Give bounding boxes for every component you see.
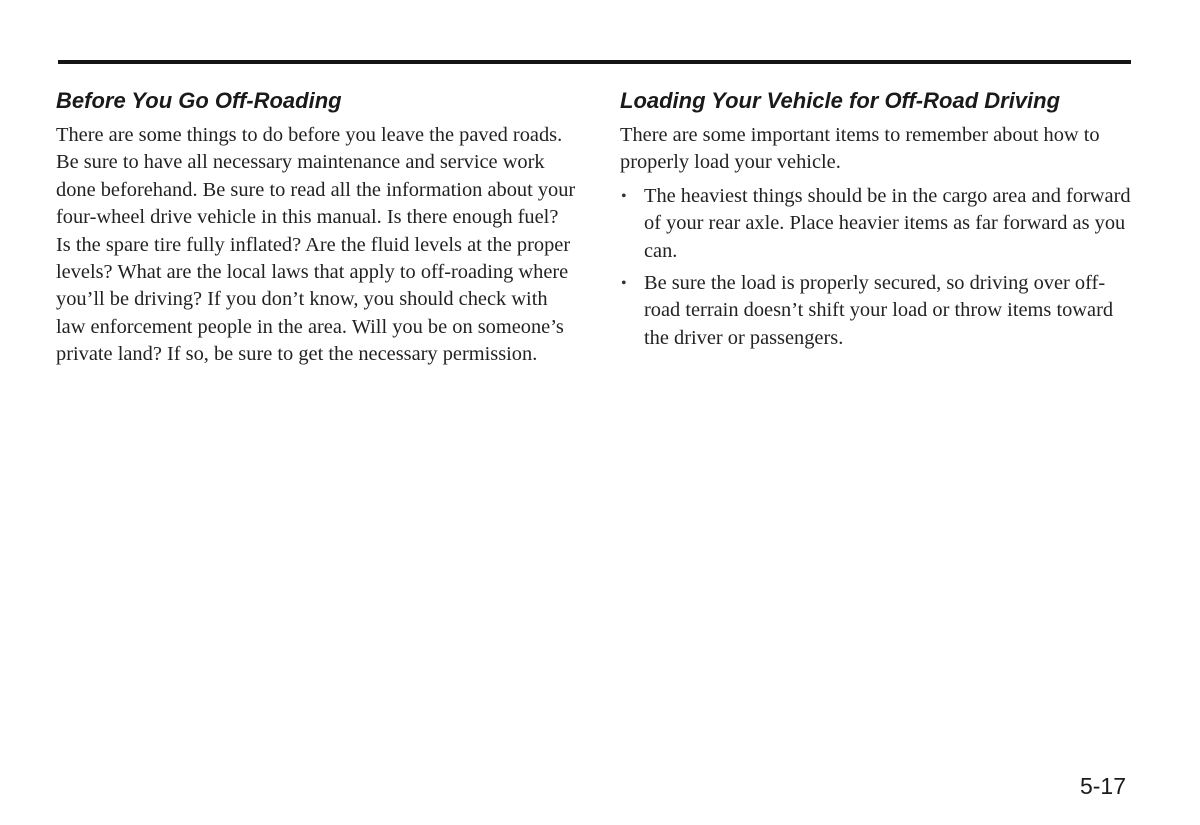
section-intro: There are some important items to remember about how to properly load your vehicle.: [620, 124, 1100, 174]
section-loading-vehicle: [620, 86, 1140, 357]
section-before-off-roading: [56, 86, 576, 369]
section-heading: Before You Go Off-Roading: [56, 88, 342, 113]
bullet-icon: •: [621, 187, 627, 205]
bullet-item: [620, 183, 1140, 265]
bullet-text: Be sure the load is properly secured, so driving over off-road terrain doesn’t shift your load or throw items toward the driver or passengers.: [644, 272, 1114, 349]
section-paragraph: There are some things to do before you leave the paved roads. Be sure to have all necessary maintenance and service work done beforehand. Be sure to read all the information about your four-wheel drive vehicle in this manual. Is there enough fuel? Is the spare tire fully inflated? Are the fluid levels at the proper levels? What are the local laws that apply to off-roading where you’ll be driving? If you don’t know, you should check with law enforcement people in the area. Will you be on someone’s private land? If so, be sure to get the necessary permission.: [56, 124, 576, 366]
top-rule: [58, 60, 1131, 64]
bullet-text: The heaviest things should be in the cargo area and forward of your rear axle. Place heavier items as far forward as you can.: [644, 184, 1131, 262]
bullet-icon: •: [621, 275, 627, 293]
bullet-list: [620, 183, 1140, 352]
bullet-item: [620, 270, 1140, 352]
section-heading: Loading Your Vehicle for Off-Road Driving: [620, 88, 1061, 113]
page-number: 5-17: [1079, 773, 1126, 799]
